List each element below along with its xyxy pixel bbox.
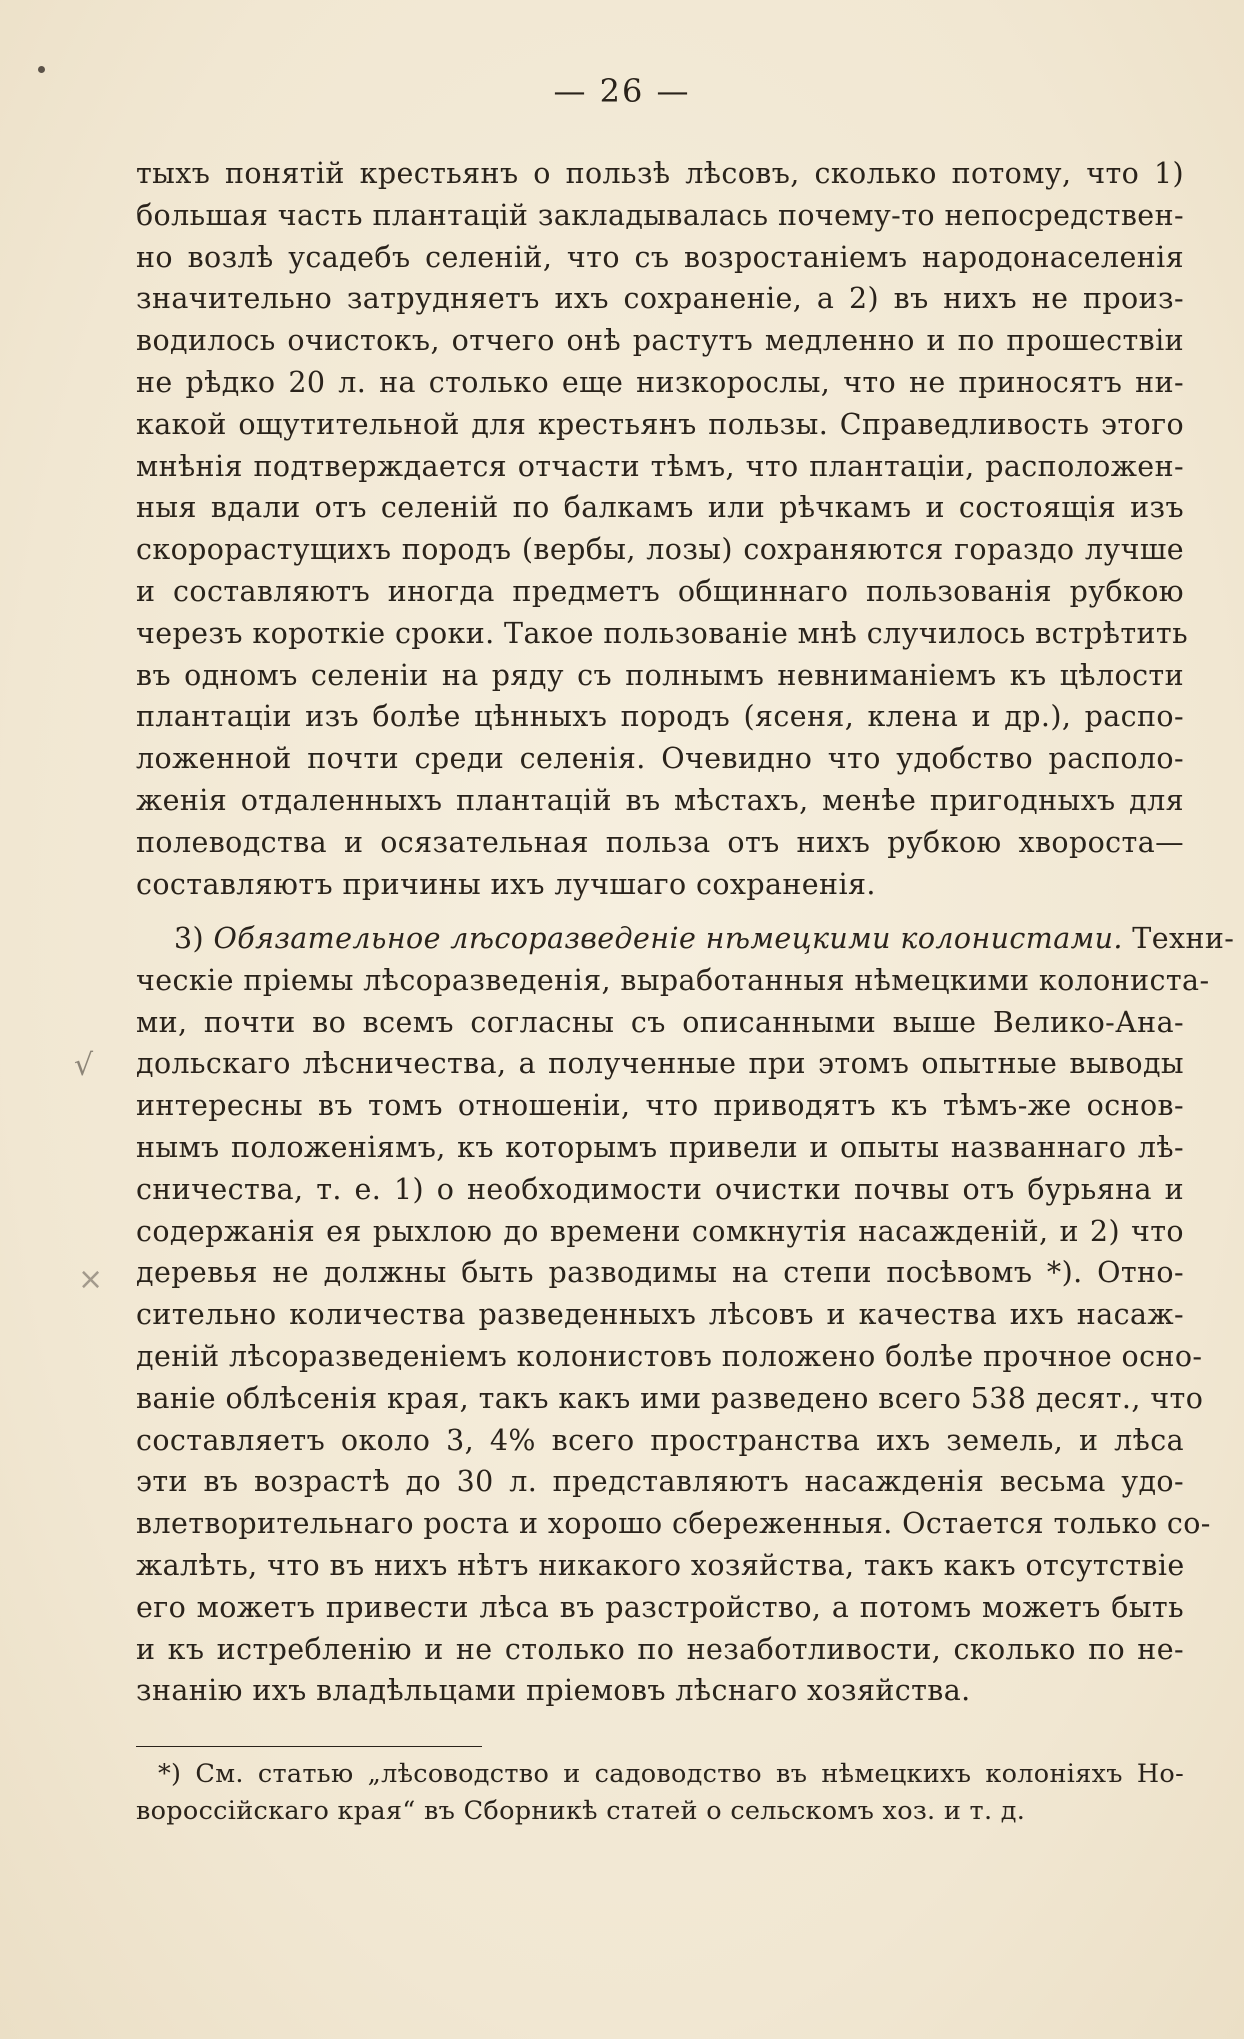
text-line: полеводства и осязательная польза отъ нихъ рубкою хвороста— [136,825,1184,859]
text-line: но возлѣ усадебъ селеній, что съ возростаніемъ народонаселенія [136,240,1184,274]
text-line: составляетъ около 3, 4% всего пространства ихъ земель, и лѣса [136,1423,1184,1457]
text-line: водилось очистокъ, отчего онѣ растутъ медленно и по прошествіи [136,324,1184,358]
text-line: дольскаго лѣсничества, а полученные при этомъ опытные выводы [136,1047,1184,1081]
text-line: эти въ возрастѣ до 30 л. представляютъ насажденія весьма удо- [136,1465,1184,1499]
text-line: мнѣнія подтверждается отчасти тѣмъ, что плантаціи, расположен- [136,449,1184,483]
paragraph-first-line [136,918,1235,960]
text-line: нымъ положеніямъ, къ которымъ привели и опыты названнаго лѣ- [136,1130,1184,1164]
footnote-line: вороссійскаго края“ въ Сборникѣ статей о сельскомъ хоз. и т. д. [136,1796,1026,1826]
text-line: въ одномъ селеніи на ряду съ полнымъ невниманіемъ къ цѣлости [136,658,1184,692]
text-line: значительно затрудняетъ ихъ сохраненіе, а 2) въ нихъ не произ- [136,282,1184,316]
text-line: ми, почти во всемъ согласны съ описанными выше Велико-Ана- [136,1005,1184,1039]
text-line: жалѣть, что въ нихъ нѣтъ никакого хозяйства, такъ какъ отсутствіе [136,1548,1185,1582]
footnote [136,1756,1184,1830]
paragraph-german-colonists [136,918,1235,1712]
text-line: не рѣдко 20 л. на столько еще низкорослы, что не приносятъ ни- [136,365,1184,399]
text-line: большая часть плантацій закладывалась почему-то непосредствен- [136,198,1184,232]
footnote-line: *) См. статью „лѣсоводство и садоводство въ нѣмецкихъ колоніяхъ Но- [158,1759,1184,1789]
text-line: черезъ короткіе сроки. Такое пользованіе мнѣ случилось встрѣтить [136,616,1189,650]
pencil-check-mark: √ [74,1048,94,1083]
text-line: и къ истребленію и не столько по незаботливости, сколько по не- [136,1632,1184,1666]
text-line: скорорастущихъ породъ (вербы, лозы) сохраняются гораздо лучше [136,533,1184,567]
text-line: деній лѣсоразведеніемъ колонистовъ положено болѣе прочное осно- [136,1339,1203,1373]
text-line: деревья не должны быть разводимы на степи посѣвомъ *). Отно- [136,1256,1184,1290]
text-line: сительно количества разведенныхъ лѣсовъ и качества ихъ насаж- [136,1298,1184,1332]
text-line: тыхъ понятій крестьянъ о пользѣ лѣсовъ, сколько потому, что 1) [136,157,1184,190]
text-line: какой ощутительной для крестьянъ пользы. Справедливость этого [136,407,1184,441]
pencil-cross-mark: × [78,1262,104,1297]
text-line: ныя вдали отъ селеній по балкамъ или рѣчкамъ и состоящія изъ [136,491,1184,525]
text-line: влетворительнаго роста и хорошо сбереженныя. Остается только со- [136,1507,1211,1541]
text-line: содержанія ея рыхлою до времени сомкнутія насажденій, и 2) что [136,1214,1184,1248]
text-line: знанію ихъ владѣльцами пріемовъ лѣснаго хозяйства. [136,1674,971,1708]
text-line: его можетъ привести лѣса въ разстройство, а потомъ можетъ быть [136,1590,1184,1624]
text-line: интересны въ томъ отношеніи, что приводятъ къ тѣмъ-же основ- [136,1089,1184,1123]
page-number: — 26 — [553,72,691,110]
text-line: составляютъ причины ихъ лучшаго сохраненія. [136,867,876,901]
text-line: ческіе пріемы лѣсоразведенія, выработанныя нѣмецкими колониста- [136,963,1210,997]
section-number: 3) [174,922,214,955]
text-line: плантаціи изъ болѣе цѣнныхъ породъ (ясеня, клена и др.), распо- [136,700,1184,734]
paragraph-first-line-rest: Техни- [1122,922,1235,955]
text-line: сничества, т. е. 1) о необходимости очистки почвы отъ бурьяна и [136,1172,1184,1206]
text-line: женія отдаленныхъ плантацій въ мѣстахъ, менѣе пригодныхъ для [136,783,1184,817]
footnote-separator [136,1746,482,1747]
text-line: и составляютъ иногда предметъ общиннаго пользованія рубкою [136,574,1184,608]
paragraph-continuation [136,153,1189,905]
section-heading-italic: Обязательное лѣсоразведеніе нѣмецкими колонистами. [213,922,1123,955]
text-line: ваніе облѣсенія края, такъ какъ ими разведено всего 538 десят., что [136,1381,1204,1415]
text-line: ложенной почти среди селенія. Очевидно что удобство располо- [136,742,1184,776]
